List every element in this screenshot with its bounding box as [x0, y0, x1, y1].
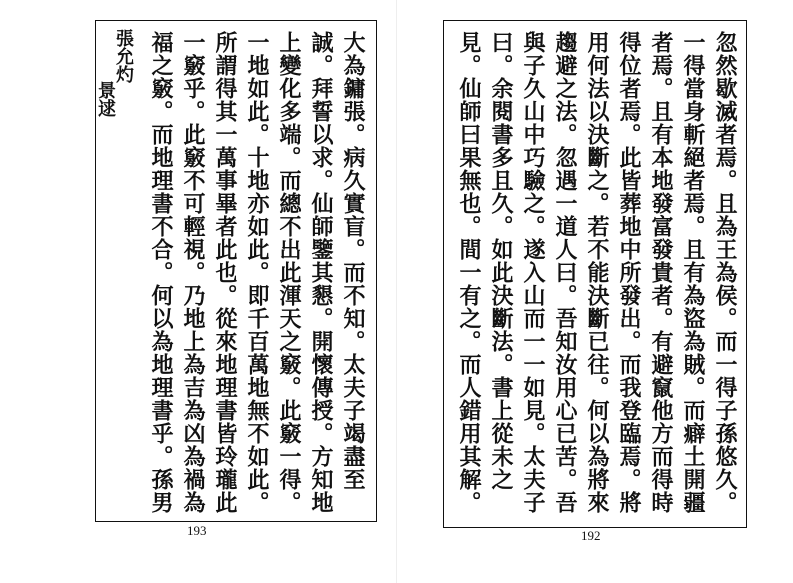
left-page-frame: [95, 20, 377, 522]
right-col-3: 者焉。且有本地發富發貴者。有避竄他方而得時: [648, 31, 674, 514]
left-col-2: 誠。拜誓以求。仙師鑒其懇。開懷傳授。方知地: [308, 31, 334, 514]
left-col-5: 所謂得其一萬事畢者此也。從來地理書皆玲瓏此: [212, 31, 238, 514]
left-col-4: 一地如此。十地亦如此。即千百萬地無不如此。: [244, 31, 270, 514]
right-col-8: 曰。余閱書多且久。如此決斷法。書上從未之: [488, 31, 514, 491]
left-col-6: 一竅乎。此竅不可輕視。乃地上為吉為凶為禍為: [180, 31, 206, 514]
signature-line-2: 景逑: [95, 81, 116, 117]
left-col-3: 上變化多端。而總不出此渾天之竅。此竅一得。: [276, 31, 302, 514]
signature-line-1: 張允灼: [113, 29, 134, 83]
right-col-1: 忽然歇滅者焉。且為王為侯。而一得子孫悠久。: [712, 31, 738, 514]
right-page-frame: [443, 20, 747, 528]
right-col-4: 得位者焉。此皆葬地中所發出。而我登臨焉。將: [616, 31, 642, 514]
right-col-2: 一得當身斬絕者焉。且有為盜為賊。而癖土開疆: [680, 31, 706, 514]
left-col-7: 福之竅。而地理書不合。何以為地理書乎。孫男: [148, 31, 174, 514]
book-gutter: [396, 0, 397, 583]
right-col-6: 趨避之法。忽遇一道人曰。吾知汝用心已苦。吾: [552, 31, 578, 514]
page-number-left: 193: [187, 523, 207, 538]
page-number-right: 192: [581, 528, 601, 543]
right-col-7: 與子久山中巧驗之。遂入山而一一如見。太夫子: [520, 31, 546, 514]
left-col-1: 大為鏞張。病久實盲。而不知。太夫子竭盡至: [340, 31, 366, 491]
right-col-5: 用何法以決斷之。若不能決斷已往。何以為將來: [584, 31, 610, 514]
right-col-9: 見。仙師曰果無也。間一有之。而人錯用其解。: [456, 31, 482, 514]
